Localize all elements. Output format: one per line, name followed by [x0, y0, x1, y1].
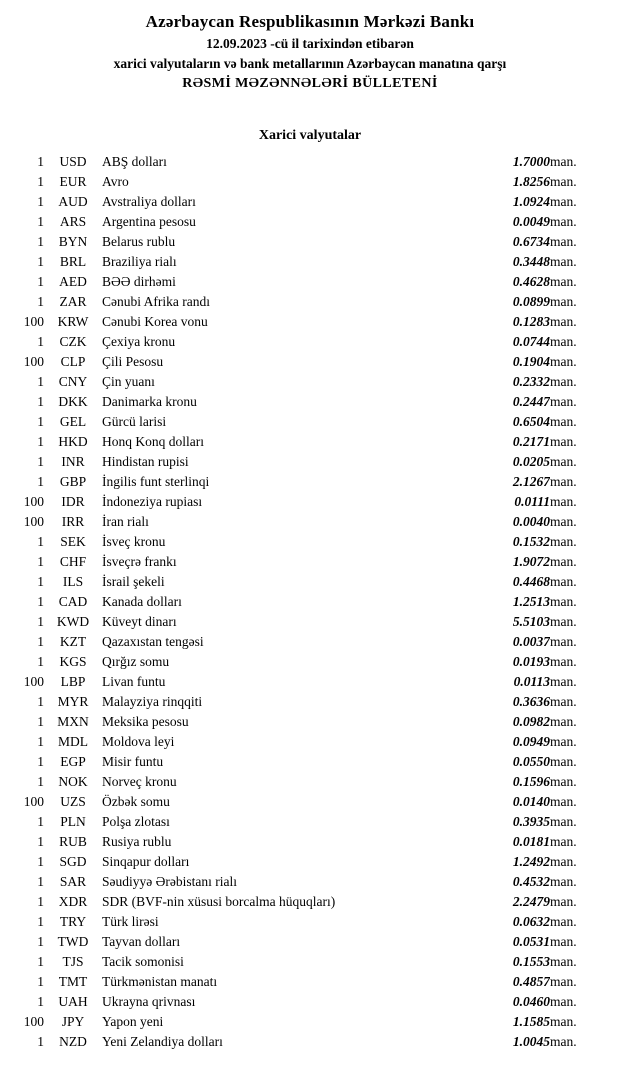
rate-row — [18, 472, 598, 492]
quantity: 1 — [37, 654, 44, 669]
unit-label: man. — [550, 414, 577, 429]
unit-label: man. — [550, 974, 577, 989]
quantity: 1 — [37, 574, 44, 589]
currency-name: Sinqapur dolları — [102, 854, 190, 869]
unit-label: man. — [550, 1014, 577, 1029]
currency-code: IRR — [61, 514, 85, 529]
rate-row — [18, 292, 598, 312]
currency-code: MDL — [58, 734, 88, 749]
currency-name: Malayziya rinqqiti — [102, 694, 203, 709]
currency-code: NZD — [59, 1034, 87, 1049]
rate-row — [18, 972, 598, 992]
rate-value: 0.0531 — [512, 934, 550, 949]
currency-name: Rusiya rublu — [102, 834, 172, 849]
rate-value: 2.2479 — [512, 894, 550, 909]
currency-code: TRY — [59, 914, 87, 929]
unit-label: man. — [550, 754, 577, 769]
unit-label: man. — [550, 574, 577, 589]
rate-value: 0.0632 — [512, 914, 550, 929]
currency-code: KRW — [57, 314, 89, 329]
rate-value: 0.0744 — [512, 334, 550, 349]
rate-row — [18, 592, 598, 612]
rate-row — [18, 852, 598, 872]
unit-label: man. — [550, 254, 577, 269]
rate-row — [18, 872, 598, 892]
quantity: 1 — [37, 414, 44, 429]
unit-label: man. — [550, 794, 577, 809]
quantity: 100 — [23, 674, 44, 689]
currency-code: IDR — [61, 494, 85, 509]
rate-row — [18, 172, 598, 192]
quantity: 1 — [37, 374, 44, 389]
rate-row — [18, 752, 598, 772]
rate-row — [18, 732, 598, 752]
unit-label: man. — [550, 234, 577, 249]
rate-value: 0.4628 — [512, 274, 550, 289]
rate-value: 0.1553 — [512, 954, 550, 969]
effective-date-line: 12.09.2023 -cü il tarixindən etibarən — [206, 36, 414, 51]
currency-name: Avro — [102, 174, 129, 189]
unit-label: man. — [550, 354, 577, 369]
unit-label: man. — [550, 954, 577, 969]
rate-value: 1.1585 — [512, 1014, 550, 1029]
rate-value: 0.0550 — [512, 754, 550, 769]
quantity: 100 — [23, 354, 44, 369]
section-title: Xarici valyutalar — [258, 128, 362, 143]
currency-code: HKD — [58, 434, 88, 449]
rate-value: 0.0113 — [513, 674, 550, 689]
currency-name: Moldova leyi — [102, 734, 175, 749]
currency-code: LBP — [60, 674, 86, 689]
unit-label: man. — [550, 374, 577, 389]
currency-code: AUD — [58, 194, 88, 209]
currency-name: Danimarka kronu — [102, 394, 197, 409]
currency-name: Belarus rublu — [102, 234, 176, 249]
unit-label: man. — [550, 194, 577, 209]
unit-label: man. — [550, 654, 577, 669]
quantity: 1 — [37, 194, 44, 209]
currency-code: XDR — [58, 894, 88, 909]
rate-row — [18, 792, 598, 812]
unit-label: man. — [550, 434, 577, 449]
currency-code: RUB — [59, 834, 87, 849]
rate-row — [18, 212, 598, 232]
rate-value: 1.0045 — [512, 1034, 550, 1049]
unit-label: man. — [550, 614, 577, 629]
rate-value: 0.0111 — [514, 494, 550, 509]
currency-code: KZT — [59, 634, 87, 649]
unit-label: man. — [550, 334, 577, 349]
rates-table-body — [18, 152, 598, 1052]
quantity: 1 — [37, 974, 44, 989]
currency-code: AED — [59, 274, 87, 289]
currency-code: CHF — [59, 554, 87, 569]
rate-row — [18, 512, 598, 532]
rate-value: 0.4532 — [512, 874, 550, 889]
currency-name: Çili Pesosu — [102, 354, 164, 369]
currency-name: ABŞ dolları — [102, 154, 167, 169]
rate-value: 0.0049 — [512, 214, 550, 229]
currency-name: Hindistan rupisi — [102, 454, 189, 469]
currency-code: ARS — [59, 214, 87, 229]
unit-label: man. — [550, 734, 577, 749]
rate-row — [18, 712, 598, 732]
rate-row — [18, 192, 598, 212]
rate-value: 0.0193 — [512, 654, 550, 669]
rate-value: 0.0040 — [512, 514, 550, 529]
quantity: 1 — [37, 934, 44, 949]
unit-label: man. — [550, 714, 577, 729]
rate-row — [18, 252, 598, 272]
rate-value: 0.1283 — [512, 314, 550, 329]
unit-label: man. — [550, 854, 577, 869]
rate-value: 0.3636 — [512, 694, 550, 709]
currency-name: Honq Konq dolları — [102, 434, 204, 449]
quantity: 1 — [37, 994, 44, 1009]
currency-name: Çin yuanı — [102, 374, 155, 389]
quantity: 1 — [37, 614, 44, 629]
currency-code: SAR — [59, 874, 87, 889]
currency-code: JPY — [61, 1014, 85, 1029]
currency-code: SGD — [59, 854, 87, 869]
currency-code: NOK — [58, 774, 88, 789]
rate-row — [18, 932, 598, 952]
rate-value: 0.1532 — [512, 534, 550, 549]
currency-name: Livan funtu — [102, 674, 166, 689]
rate-value: 1.9072 — [512, 554, 550, 569]
rate-value: 0.2447 — [512, 394, 550, 409]
quantity: 1 — [37, 954, 44, 969]
currency-code: BYN — [58, 234, 88, 249]
rate-value: 0.6734 — [512, 234, 550, 249]
unit-label: man. — [550, 594, 577, 609]
rate-row — [18, 352, 598, 372]
quantity: 1 — [37, 734, 44, 749]
rate-row — [18, 232, 598, 252]
rate-value: 1.7000 — [512, 154, 550, 169]
quantity: 1 — [37, 154, 44, 169]
currency-name: Tacik somonisi — [102, 954, 184, 969]
currency-name: Çexiya kronu — [102, 334, 176, 349]
currency-name: Özbək somu — [102, 794, 170, 809]
rate-value: 0.3448 — [512, 254, 550, 269]
unit-label: man. — [550, 994, 577, 1009]
rate-row — [18, 332, 598, 352]
unit-label: man. — [550, 834, 577, 849]
quantity: 1 — [37, 534, 44, 549]
currency-code: CLP — [60, 354, 86, 369]
rate-value: 1.2513 — [512, 594, 550, 609]
quantity: 100 — [23, 794, 44, 809]
currency-name: İndoneziya rupiası — [102, 494, 203, 509]
quantity: 1 — [37, 754, 44, 769]
rate-row — [18, 412, 598, 432]
unit-label: man. — [550, 914, 577, 929]
currency-code: MXN — [57, 714, 89, 729]
currency-name: Qırğız somu — [102, 654, 170, 669]
currency-code: CZK — [59, 334, 87, 349]
unit-label: man. — [550, 674, 577, 689]
unit-label: man. — [550, 274, 577, 289]
rate-row — [18, 432, 598, 452]
unit-label: man. — [550, 634, 577, 649]
rate-value: 0.4468 — [512, 574, 550, 589]
currency-code: SEK — [60, 534, 86, 549]
unit-label: man. — [550, 774, 577, 789]
rate-value: 1.8256 — [512, 174, 550, 189]
quantity: 1 — [37, 634, 44, 649]
currency-name: İsrail şekeli — [102, 574, 165, 589]
unit-label: man. — [550, 214, 577, 229]
quantity: 1 — [37, 774, 44, 789]
rate-row — [18, 272, 598, 292]
quantity: 1 — [37, 234, 44, 249]
rate-value: 0.0949 — [512, 734, 550, 749]
currency-name: Polşa zlotası — [102, 814, 170, 829]
unit-label: man. — [550, 874, 577, 889]
currency-name: Avstraliya dolları — [102, 194, 196, 209]
unit-label: man. — [550, 294, 577, 309]
currency-code: BRL — [59, 254, 87, 269]
quantity: 1 — [37, 554, 44, 569]
quantity: 1 — [37, 294, 44, 309]
currency-code: CAD — [58, 594, 88, 609]
quantity: 1 — [37, 714, 44, 729]
currency-code: GBP — [59, 474, 87, 489]
rate-value: 0.1904 — [512, 354, 550, 369]
rate-value: 5.5103 — [512, 614, 550, 629]
rate-value: 0.0140 — [512, 794, 550, 809]
currency-code: EGP — [60, 754, 86, 769]
unit-label: man. — [550, 534, 577, 549]
rate-value: 0.0982 — [512, 714, 550, 729]
currency-name: Qazaxıstan tengəsi — [102, 634, 204, 649]
rate-value: 0.0181 — [512, 834, 550, 849]
unit-label: man. — [550, 814, 577, 829]
unit-label: man. — [550, 314, 577, 329]
rate-value: 0.2171 — [512, 434, 550, 449]
rate-row — [18, 632, 598, 652]
quantity: 1 — [37, 474, 44, 489]
rate-value: 2.1267 — [512, 474, 550, 489]
currency-code: UAH — [58, 994, 88, 1009]
currency-code: USD — [59, 154, 87, 169]
currency-name: İsveçrə frankı — [102, 554, 177, 569]
quantity: 100 — [23, 514, 44, 529]
unit-label: man. — [550, 154, 577, 169]
quantity: 1 — [37, 274, 44, 289]
quantity: 1 — [37, 394, 44, 409]
currency-name: Norveç kronu — [102, 774, 177, 789]
currency-code: TJS — [62, 954, 84, 969]
rate-row — [18, 392, 598, 412]
quantity: 1 — [37, 854, 44, 869]
quantity: 100 — [23, 314, 44, 329]
currency-name: Tayvan dolları — [102, 934, 181, 949]
currency-code: TMT — [58, 974, 88, 989]
rate-row — [18, 532, 598, 552]
rate-row — [18, 812, 598, 832]
currency-name: Yeni Zelandiya dolları — [102, 1034, 223, 1049]
currency-name: Cənubi Korea vonu — [102, 314, 208, 329]
rate-value: 1.0924 — [512, 194, 550, 209]
quantity: 100 — [23, 1014, 44, 1029]
currency-name: İngilis funt sterlinqi — [102, 474, 210, 489]
quantity: 1 — [37, 454, 44, 469]
currency-code: TWD — [57, 934, 89, 949]
rate-value: 0.2332 — [512, 374, 550, 389]
bulletin-header — [0, 0, 620, 92]
currency-code: KWD — [56, 614, 90, 629]
quantity: 1 — [37, 254, 44, 269]
currency-name: Cənubi Afrika randı — [102, 294, 210, 309]
rate-row — [18, 652, 598, 672]
currency-name: Misir funtu — [102, 754, 164, 769]
currency-name: Küveyt dinarı — [102, 614, 177, 629]
unit-label: man. — [550, 474, 577, 489]
quantity: 1 — [37, 914, 44, 929]
rate-row — [18, 492, 598, 512]
quantity: 1 — [37, 694, 44, 709]
quantity: 1 — [37, 174, 44, 189]
currency-code: CNY — [58, 374, 88, 389]
subject-line: xarici valyutaların və bank metallarının Azərbaycan manatına qarşı — [113, 56, 507, 71]
currency-name: Ukrayna qrivnası — [102, 994, 196, 1009]
currency-code: INR — [61, 454, 85, 469]
quantity: 1 — [37, 594, 44, 609]
rate-row — [18, 312, 598, 332]
rate-row — [18, 772, 598, 792]
rate-value: 0.0460 — [512, 994, 550, 1009]
rate-row — [18, 552, 598, 572]
rate-row — [18, 952, 598, 972]
currency-name: Gürcü larisi — [102, 414, 167, 429]
unit-label: man. — [550, 514, 577, 529]
unit-label: man. — [550, 174, 577, 189]
quantity: 1 — [37, 834, 44, 849]
currency-name: Braziliya rialı — [102, 254, 177, 269]
currency-name: Türkmənistan manatı — [102, 974, 218, 989]
rate-value: 0.0899 — [512, 294, 550, 309]
currency-code: DKK — [58, 394, 88, 409]
rate-row — [18, 1012, 598, 1032]
rate-row — [18, 372, 598, 392]
rate-value: 1.2492 — [512, 854, 550, 869]
unit-label: man. — [550, 694, 577, 709]
rate-value: 0.0205 — [512, 454, 550, 469]
currency-code: UZS — [60, 794, 86, 809]
rate-value: 0.4857 — [512, 974, 550, 989]
quantity: 1 — [37, 874, 44, 889]
rate-row — [18, 1032, 598, 1052]
rate-row — [18, 672, 598, 692]
bulletin-title: RƏSMİ MƏZƏNNƏLƏRİ BÜLLETENİ — [182, 76, 438, 91]
quantity: 1 — [37, 214, 44, 229]
unit-label: man. — [550, 394, 577, 409]
quantity: 1 — [37, 334, 44, 349]
currency-name: İsveç kronu — [102, 534, 166, 549]
unit-label: man. — [550, 934, 577, 949]
rate-row — [18, 992, 598, 1012]
rate-row — [18, 612, 598, 632]
currency-name: Türk lirəsi — [102, 914, 159, 929]
bank-title: Azərbaycan Respublikasının Mərkəzi Bankı — [145, 12, 475, 31]
currency-name: SDR (BVF-nin xüsusi borcalma hüquqları) — [102, 894, 336, 909]
rate-row — [18, 572, 598, 592]
unit-label: man. — [550, 454, 577, 469]
quantity: 1 — [37, 814, 44, 829]
currency-name: Meksika pesosu — [102, 714, 189, 729]
currency-code: ILS — [62, 574, 84, 589]
currency-name: İran rialı — [102, 514, 149, 529]
currency-code: ZAR — [59, 294, 87, 309]
currency-name: Argentina pesosu — [102, 214, 196, 229]
currency-code: KGS — [59, 654, 87, 669]
currency-code: EUR — [59, 174, 87, 189]
quantity: 1 — [37, 1034, 44, 1049]
rate-row — [18, 892, 598, 912]
rate-row — [18, 152, 598, 172]
rates-table — [18, 152, 598, 1052]
quantity: 1 — [37, 434, 44, 449]
unit-label: man. — [550, 1034, 577, 1049]
unit-label: man. — [550, 554, 577, 569]
currency-name: BƏƏ dirhəmi — [102, 274, 176, 289]
currency-name: Kanada dolları — [102, 594, 182, 609]
rate-value: 0.0037 — [512, 634, 550, 649]
currency-name: Səudiyyə Ərəbistanı rialı — [102, 874, 237, 889]
currency-code: PLN — [60, 814, 86, 829]
rate-value: 0.3935 — [512, 814, 550, 829]
rate-row — [18, 692, 598, 712]
quantity: 1 — [37, 894, 44, 909]
rate-row — [18, 452, 598, 472]
unit-label: man. — [550, 894, 577, 909]
rate-value: 0.1596 — [512, 774, 550, 789]
rate-row — [18, 912, 598, 932]
rate-value: 0.6504 — [512, 414, 550, 429]
currency-code: GEL — [59, 414, 87, 429]
unit-label: man. — [550, 494, 577, 509]
quantity: 100 — [23, 494, 44, 509]
currency-name: Yapon yeni — [102, 1014, 164, 1029]
currency-code: MYR — [57, 694, 89, 709]
rate-row — [18, 832, 598, 852]
